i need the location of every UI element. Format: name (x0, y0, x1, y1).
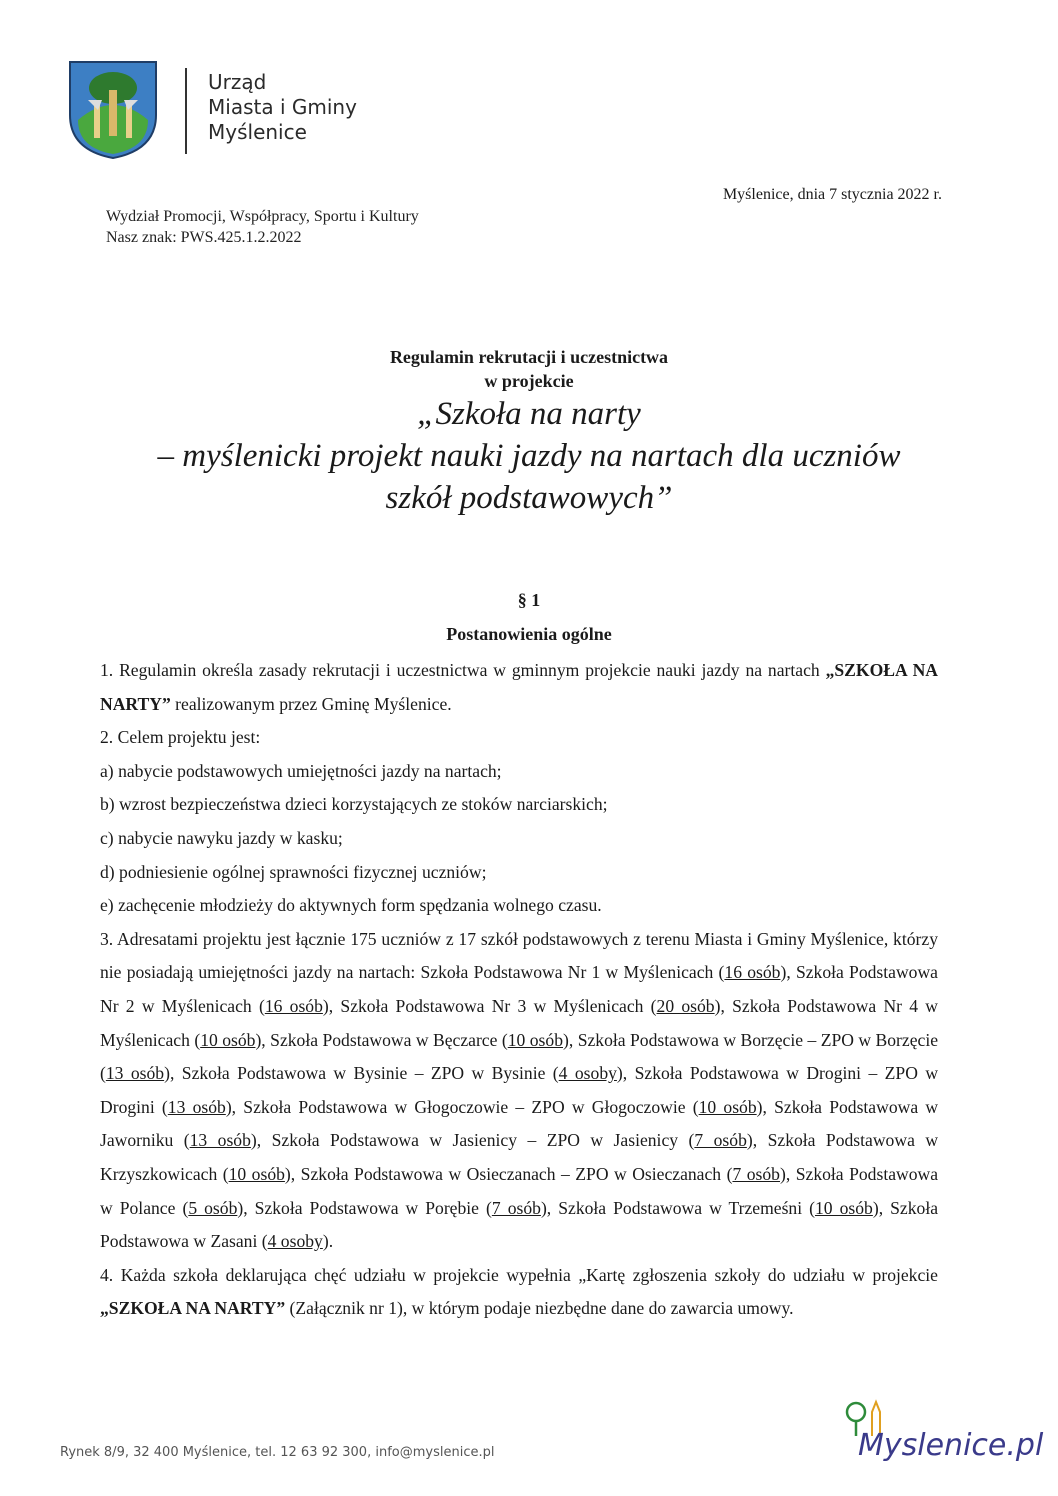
title-line-3: „Szkoła na narty (417, 396, 641, 432)
school-separator: ), (746, 1130, 768, 1151)
project-name-bold: „SZKOŁA NA NARTY” (100, 660, 938, 714)
school-student-count: 16 osób (724, 962, 781, 983)
goal-item: a) nabycie podstawowych umiejętności jazdy na nartach; (100, 760, 502, 781)
school-student-count: 4 osoby (267, 1231, 323, 1252)
goal-item: d) podniesienie ogólnej sprawności fizycznej uczniów; (100, 861, 487, 882)
school-separator: ), (164, 1063, 182, 1084)
school-student-count: 13 osób (105, 1063, 165, 1084)
footer-logo-text: Myslenice.pl (858, 1428, 1044, 1463)
school-name: Szkoła Podstawowa Nr 3 w Myślenicach ( (340, 995, 657, 1016)
school-name: Szkoła Podstawowa w Trzemeśni ( (558, 1197, 815, 1218)
paragraph-1-text: 1. Regulamin określa zasady rekrutacji i uczestnictwa w gminnym projekcie nauki jazdy na nartach (100, 660, 826, 680)
school-name: Szkoła Podstawowa Nr 1 w Myślenicach ( (420, 962, 725, 983)
coat-of-arms-icon (68, 60, 158, 160)
paragraph-4-text-end: (Załącznik nr 1), w którym podaje niezbędne dane do zawarcia umowy. (285, 1298, 794, 1319)
project-name-bold: „SZKOŁA NA NARTY” (100, 1298, 286, 1319)
school-name: Szkoła Podstawowa w Krzyszkowicach ( (100, 1130, 939, 1184)
school-name: Szkoła Podstawowa w Porębie ( (254, 1197, 492, 1218)
school-name: Szkoła Podstawowa w Jaworniku ( (100, 1096, 939, 1151)
school-name: Szkoła Podstawowa w Droginі – ZPO w Droginі ( (100, 1063, 939, 1117)
school-name: Szkoła Podstawowa Nr 2 w Myślenicach ( (100, 962, 938, 1016)
school-name: Szkoła Podstawowa w Zasani ( (100, 1197, 939, 1252)
school-name: Szkoła Podstawowa w Głogoczowie – ZPO w Głogoczowie ( (243, 1096, 699, 1117)
office-line-2: Miasta i Gminy (208, 95, 357, 119)
school-student-count: 7 osób (732, 1163, 780, 1184)
office-line-1: Urząd (208, 70, 267, 94)
school-student-count: 16 osób (264, 995, 323, 1016)
school-name: Szkoła Podstawowa w Polance ( (100, 1163, 939, 1218)
title-line-1: Regulamin rekrutacji i uczestnictwa (389, 347, 669, 367)
header-divider (185, 68, 187, 154)
office-line-3: Myślenice (208, 120, 307, 144)
school-student-count: 13 osób (189, 1130, 251, 1151)
department-info (106, 206, 419, 248)
goal-item: e) zachęcenie młodzieży do aktywnych form spędzania wolnego czasu. (100, 895, 602, 916)
section-body (100, 654, 938, 1326)
school-separator: ). (322, 1231, 334, 1252)
school-separator: ), (322, 995, 341, 1016)
paragraph-3-intro: 3. Adresatami projektu jest łącznie 175 uczniów z 17 szkół podstawowych z terenu Miasta i Gminy Myślenice, którzy nie posiadają umiejętności jazdy na nartach: (100, 928, 938, 983)
school-name: Szkoła Podstawowa w Jasienicy – ZPO w Jasienicy ( (271, 1130, 695, 1151)
school-name: Szkoła Podstawowa w Bęczarce ( (270, 1029, 508, 1050)
school-student-count: 7 osób (491, 1197, 541, 1218)
school-name: Szkoła Podstawowa w Borzęcie – ZPO w Borzęcie ( (100, 1029, 939, 1084)
school-student-count: 10 osób (507, 1029, 563, 1050)
school-separator: ), (872, 1197, 891, 1218)
school-separator: ), (756, 1096, 775, 1117)
school-student-count: 10 osób (200, 1029, 256, 1050)
title-line-4: – myślenicki projekt nauki jazdy na nartach dla uczniów (157, 438, 901, 474)
paragraph-4-text: 4. Każda szkoła deklarująca chęć udziału w projekcie wypełnia „Kartę zgłoszenia szkoły do udziału w projekcie (100, 1264, 938, 1285)
school-name: Szkoła Podstawowa w Osieczanach – ZPO w Osieczanach ( (300, 1163, 733, 1184)
school-separator: ), (250, 1130, 272, 1151)
school-student-count: 10 osób (815, 1197, 873, 1218)
school-student-count: 5 osób (188, 1197, 238, 1218)
paragraph-2: 2. Celem projektu jest: (100, 727, 261, 748)
goal-item: c) nabycie nawyku jazdy w kasku; (100, 827, 343, 848)
school-separator: ), (540, 1197, 559, 1218)
section-heading: Postanowienia ogólne (446, 624, 612, 644)
paragraph-1-text-end: realizowanym przez Gminę Myślenice. (170, 693, 452, 714)
school-student-count: 20 osób (656, 995, 715, 1016)
school-separator: ), (237, 1197, 255, 1218)
school-student-count: 10 osób (228, 1163, 285, 1184)
footer-address: Rynek 8/9, 32 400 Myślenice, tel. 12 63 92 300, info@myslenice.pl (60, 1445, 495, 1460)
reference-number: Nasz znak: PWS.425.1.2.2022 (106, 229, 302, 246)
school-name: Szkoła Podstawowa Nr 4 w Myślenicach ( (100, 995, 938, 1050)
school-name: Szkoła Podstawowa w Bysinie – ZPO w Bysinie ( (181, 1063, 559, 1084)
paragraph-3 (100, 923, 938, 1259)
department-name: Wydział Promocji, Współpracy, Sportu i Kultury (106, 208, 419, 225)
office-name (208, 70, 357, 145)
school-list (100, 962, 938, 1251)
title-line-2: w projekcie (484, 371, 574, 391)
school-separator: ), (714, 995, 733, 1016)
document-title (60, 345, 998, 519)
school-student-count: 13 osób (167, 1096, 226, 1117)
school-separator: ), (225, 1096, 244, 1117)
school-student-count: 10 osób (698, 1096, 757, 1117)
document-date: Myślenice, dnia 7 stycznia 2022 r. (722, 186, 942, 203)
school-separator: ), (616, 1063, 635, 1084)
section-number: § 1 (517, 590, 541, 610)
goal-item: b) wzrost bezpieczeństwa dzieci korzystających ze stoków narciarskich; (100, 794, 608, 815)
school-separator: ), (284, 1163, 301, 1184)
school-student-count: 4 osoby (558, 1063, 617, 1084)
school-separator: ), (255, 1029, 271, 1050)
school-separator: ), (780, 962, 796, 983)
school-separator: ), (779, 1163, 796, 1184)
school-separator: ), (563, 1029, 578, 1050)
paragraph-4 (100, 1259, 938, 1326)
paragraph-1 (100, 654, 938, 721)
title-line-5: szkół podstawowych” (385, 480, 673, 516)
school-student-count: 7 osób (694, 1130, 747, 1151)
